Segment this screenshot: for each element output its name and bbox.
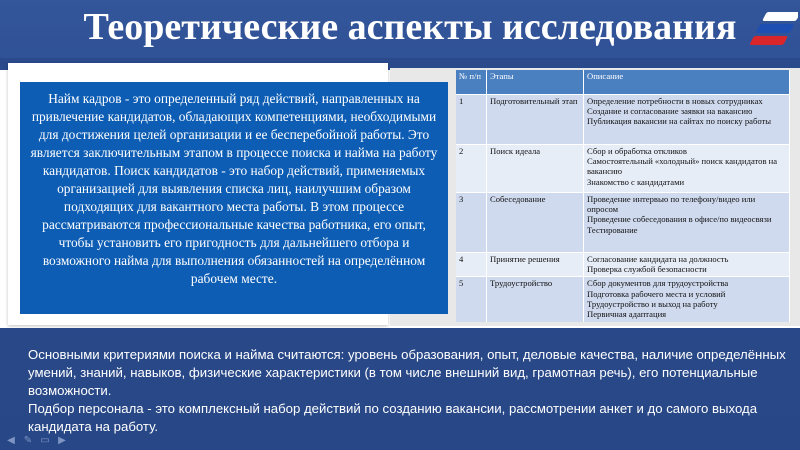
row-stage: Трудоустройство (487, 277, 584, 322)
table-row (456, 277, 790, 322)
table-row (456, 95, 790, 145)
row-number: 2 (456, 145, 487, 193)
arrow-left-icon[interactable]: ◀ (7, 435, 15, 446)
table-row (456, 253, 790, 277)
description-line: Сбор и обработка откликов (587, 146, 687, 156)
row-number: 3 (456, 193, 487, 253)
stages-table-container (456, 70, 790, 322)
definition-text: Найм кадров - это определенный ряд действий, направленных на привлечение кандидатов, обладающих компетенциями, необходимыми для достижения целей организации и ее бесперебойной работы. Это является заключительным этапом в процессе поиска и найма на работу кандидатов. Поиск кандидатов - это набор действий, применяемых организацией для выявления списка лиц, наилучшим образом подходящих для вакантного места работы. В этом процессе рассматриваются профессиональные качества работника, его опыт, чтобы установить его пригодность для дальнейшего отбора и возможного найма для выполнения обязанностей на определённом рабочем месте. (30, 91, 438, 286)
row-description (584, 277, 790, 322)
slide-icon[interactable]: ▭ (40, 435, 50, 446)
row-description (584, 253, 790, 277)
row-stage: Собеседование (487, 193, 584, 253)
description-line: Определение потребности в новых сотрудниках (587, 96, 763, 106)
table-row (456, 193, 790, 253)
row-number: 1 (456, 95, 487, 145)
definition-text-box (20, 82, 448, 314)
row-stage: Поиск идеала (487, 145, 584, 193)
logo-icon (744, 6, 798, 52)
slide-title: Теоретические аспекты исследования (83, 6, 737, 48)
table-header-row (456, 70, 790, 95)
recruitment-paragraph: Подбор персонала - это комплексный набор действий по созданию вакансии, рассмотрении анкет и до самого выхода кандидата на работу. (28, 401, 758, 434)
description-line: Самостоятельный «холодный» поиск кандидатов на вакансию (587, 156, 778, 177)
row-stage: Подготовительный этап (487, 95, 584, 145)
description-line: Создание и согласование заявки на вакансию (587, 106, 753, 117)
arrow-right-icon[interactable]: ▶ (58, 435, 66, 446)
row-description (584, 145, 790, 193)
header-number: № п/п (456, 70, 487, 95)
description-line: Проведение интервью по телефону/видео или опросом (587, 194, 756, 215)
criteria-paragraph: Основными критериями поиска и найма считаются: уровень образования, опыт, деловые качества, наличие определённых умений, знаний, навыков, физические характеристики (в том числе внешний вид, грамотная речь), его потенциальные возможности. (28, 347, 786, 398)
description-line: Первичная адаптация (587, 309, 667, 320)
slideshow-nav (6, 436, 67, 446)
stages-table (456, 70, 790, 322)
header-description: Описание (584, 70, 790, 95)
row-stage: Принятие решения (487, 253, 584, 277)
description-line: Согласование кандидата на должность (587, 254, 729, 264)
row-description (584, 95, 790, 145)
row-number: 4 (456, 253, 487, 277)
criteria-text (28, 346, 788, 436)
description-line: Сбор документов для трудоустройства (587, 278, 729, 289)
description-line: Проведение собеседования в офисе/по видеосвязи (587, 214, 772, 225)
header-stage: Этапы (487, 70, 584, 95)
description-line: Тестирование (587, 224, 638, 235)
pen-icon[interactable]: ✎ (23, 435, 33, 446)
row-number: 5 (456, 277, 487, 322)
description-line: Проверка службой безопасности (587, 264, 707, 275)
table-row (456, 145, 790, 193)
description-line: Трудоустройство и выход на работу (587, 298, 718, 309)
description-line: Публикация вакансии на сайтах по поиску работы (587, 116, 772, 127)
description-line: Знакомство с кандидатами (587, 176, 685, 187)
row-description (584, 193, 790, 253)
description-line: Подготовка рабочего места и условий (587, 288, 726, 299)
